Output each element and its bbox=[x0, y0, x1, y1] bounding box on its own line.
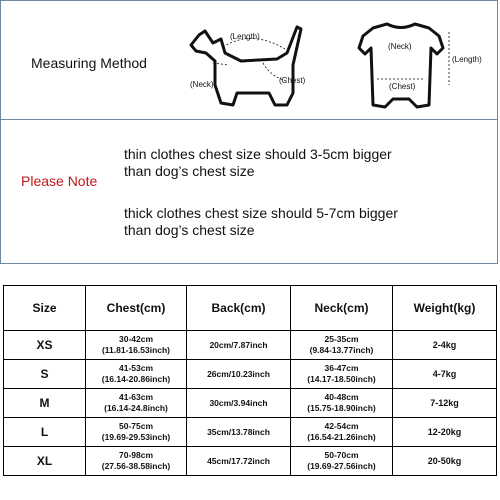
measurement-diagrams bbox=[1, 1, 499, 119]
size-cell: XL bbox=[4, 447, 86, 476]
header-size: Size bbox=[4, 286, 86, 331]
size-cell: S bbox=[4, 360, 86, 389]
neck-inch: (14.17-18.50inch) bbox=[307, 374, 376, 384]
chest-cm: 50-75cm bbox=[118, 421, 154, 431]
chest-inch: (16.14-24.8inch) bbox=[104, 403, 168, 413]
dog-length-label: (Length) bbox=[230, 32, 260, 41]
back-cell: 45cm/17.72inch bbox=[187, 447, 291, 476]
chest-cm: 30-42cm bbox=[118, 334, 154, 344]
chest-cell bbox=[86, 360, 187, 389]
table-header-row bbox=[4, 286, 497, 331]
thin-clothes-note-line1: thin clothes chest size should 3-5cm bigger bbox=[124, 146, 392, 162]
header-back: Back(cm) bbox=[187, 286, 291, 331]
neck-cell bbox=[291, 331, 393, 360]
neck-cell bbox=[291, 418, 393, 447]
header-neck: Neck(cm) bbox=[291, 286, 393, 331]
header-chest: Chest(cm) bbox=[86, 286, 187, 331]
table-row bbox=[4, 389, 497, 418]
neck-cell bbox=[291, 389, 393, 418]
dog-chest-label: (Chest) bbox=[279, 76, 306, 85]
table-row bbox=[4, 331, 497, 360]
thin-clothes-note-line2: than dog’s chest size bbox=[124, 163, 255, 179]
shirt-diagram bbox=[359, 24, 482, 107]
neck-cm: 42-54cm bbox=[324, 421, 359, 431]
dog-diagram bbox=[190, 27, 306, 105]
thick-clothes-note-line2: than dog’s chest size bbox=[124, 222, 255, 238]
chest-inch: (11.81-16.53inch) bbox=[101, 345, 171, 355]
neck-inch: (15.75-18.90inch) bbox=[307, 403, 376, 413]
neck-cell bbox=[291, 447, 393, 476]
weight-cell: 4-7kg bbox=[393, 360, 497, 389]
shirt-silhouette bbox=[359, 24, 443, 107]
weight-cell: 20-50kg bbox=[393, 447, 497, 476]
chest-inch: (19.69-29.53inch) bbox=[101, 432, 171, 442]
table-row bbox=[4, 360, 497, 389]
panel-divider bbox=[1, 119, 497, 120]
header-weight: Weight(kg) bbox=[393, 286, 497, 331]
back-cell: 30cm/3.94inch bbox=[187, 389, 291, 418]
chest-cell bbox=[86, 447, 187, 476]
neck-inch: (9.84-13.77inch) bbox=[309, 345, 374, 355]
chest-inch: (27.56-38.58inch) bbox=[101, 461, 171, 471]
table-row bbox=[4, 447, 497, 476]
chest-cm: 41-53cm bbox=[118, 363, 154, 373]
table-row bbox=[4, 418, 497, 447]
neck-inch: (19.69-27.56inch) bbox=[307, 461, 376, 471]
neck-inch: (16.54-21.26inch) bbox=[307, 432, 376, 442]
back-cell: 35cm/13.78inch bbox=[187, 418, 291, 447]
chest-cell bbox=[86, 331, 187, 360]
chest-inch: (16.14-20.86inch) bbox=[101, 374, 171, 384]
weight-cell: 7-12kg bbox=[393, 389, 497, 418]
neck-cell bbox=[291, 360, 393, 389]
thin-clothes-note bbox=[124, 146, 392, 180]
size-cell: L bbox=[4, 418, 86, 447]
neck-cm: 25-35cm bbox=[324, 334, 359, 344]
chest-cm: 70-98cm bbox=[118, 450, 154, 460]
back-cell: 26cm/10.23inch bbox=[187, 360, 291, 389]
shirt-length-label: (Length) bbox=[452, 55, 482, 64]
chest-cm: 41-63cm bbox=[118, 392, 154, 402]
weight-cell: 2-4kg bbox=[393, 331, 497, 360]
size-cell: M bbox=[4, 389, 86, 418]
chest-cell bbox=[86, 418, 187, 447]
neck-cm: 36-47cm bbox=[324, 363, 359, 373]
please-note-label: Please Note bbox=[21, 173, 98, 189]
neck-cm: 50-70cm bbox=[324, 450, 359, 460]
size-chart-table bbox=[3, 285, 497, 476]
thick-clothes-note bbox=[124, 205, 398, 239]
chest-cell bbox=[86, 389, 187, 418]
neck-cm: 40-48cm bbox=[324, 392, 359, 402]
size-cell: XS bbox=[4, 331, 86, 360]
shirt-neck-label: (Neck) bbox=[388, 42, 412, 51]
shirt-chest-label: (Chest) bbox=[389, 82, 416, 91]
back-cell: 20cm/7.87inch bbox=[187, 331, 291, 360]
measuring-method-title: Measuring Method bbox=[31, 55, 147, 71]
thick-clothes-note-line1: thick clothes chest size should 5-7cm bigger bbox=[124, 205, 398, 221]
weight-cell: 12-20kg bbox=[393, 418, 497, 447]
dog-neck-label: (Neck) bbox=[190, 80, 214, 89]
